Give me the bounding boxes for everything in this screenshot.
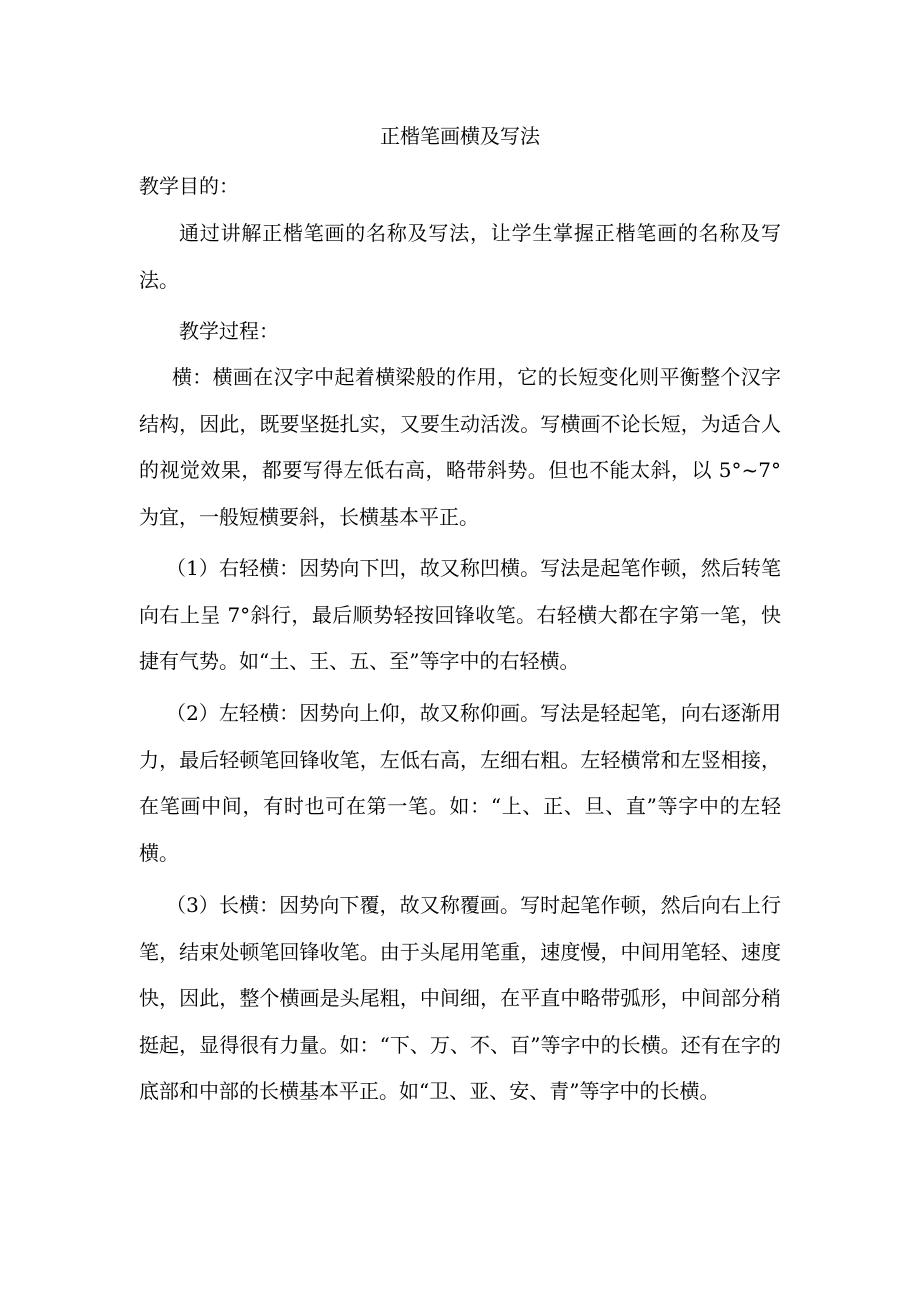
objective-heading: 教学目的：	[139, 174, 239, 198]
paragraph-long-heng: （3）长横：因势向下覆，故又称覆画。写时起笔作顿，然后向右上行笔，结束处顿笔回锋收笔。由于头尾用笔重，速度慢，中间用笔轻、速度快，因此，整个横画是头尾粗，中间细，在平直中略带弧形，中间部分稍挺起，显得很有力量。如：“下、万、不、百”等字中的长横。还有在字的底部和中部的长横基本平正。如“卫、亚、安、青”等字中的长横。	[139, 893, 781, 1103]
paragraph-heng: 横：横画在汉字中起着横梁般的作用，它的长短变化则平衡整个汉字结构，因此，既要坚挺扎实，又要生动活泼。写横画不论长短，为适合人的视觉效果，都要写得左低右高，略带斜势。但也不能太斜，以 5°~7°为宜，一般短横要斜，长横基本平正。	[139, 365, 781, 529]
paragraph-left-light-heng: （2）左轻横：因势向上仰，故又称仰画。写法是轻起笔，向右逐渐用力，最后轻顿笔回锋收笔，左低右高，左细右粗。左轻横常和左竖相接，在笔画中间，有时也可在第一笔。如：“上、正、旦、直”等字中的左轻横。	[139, 701, 781, 865]
objective-paragraph: 通过讲解正楷笔画的名称及写法，让学生掌握正楷笔画的名称及写法。	[139, 221, 781, 292]
page-title: 正楷笔画横及写法	[380, 124, 540, 148]
process-heading: 教学过程：	[179, 319, 279, 343]
paragraph-right-light-heng: （1）右轻横：因势向下凹，故又称凹横。写法是起笔作顿，然后转笔向右上呈 7°斜行，最后顺势轻按回锋收笔。右轻横大都在字第一笔，快捷有气势。如“土、王、五、至”等字中的右轻横。	[139, 556, 781, 673]
